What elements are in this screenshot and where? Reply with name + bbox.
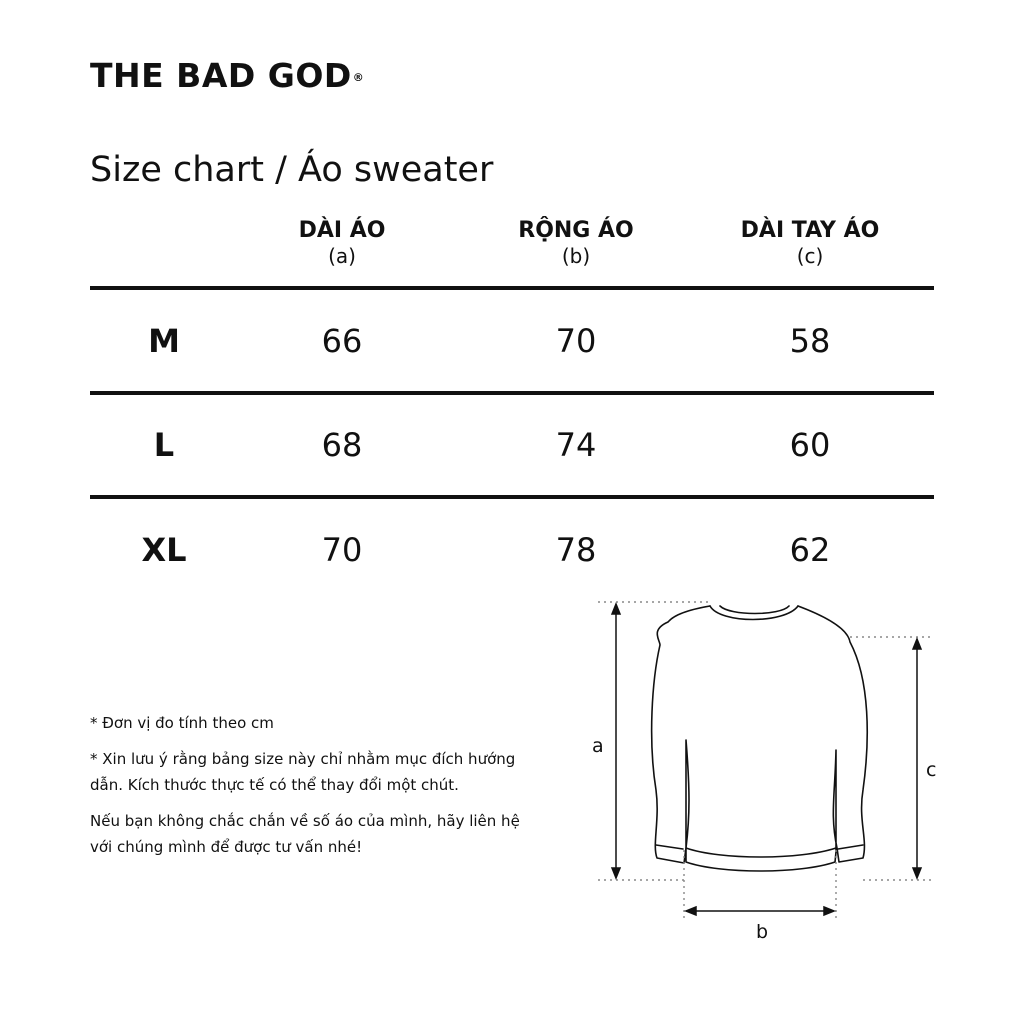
size-label-m: M (148, 322, 180, 360)
table-cell: 66 (321, 322, 363, 360)
table-cell: 58 (789, 322, 831, 360)
note-disclaimer: * Xin lưu ý rằng bảng size này chỉ nhằm mục đích hướng dẫn. Kích thước thực tế có thể thay đổi một chút. (90, 750, 516, 794)
column-header-length (242, 218, 442, 268)
dimension-label-b: b (756, 921, 769, 943)
table-cell: 60 (789, 426, 831, 464)
table-divider (90, 286, 934, 290)
size-label-xl: XL (141, 531, 187, 569)
table-cell: 70 (321, 531, 363, 569)
column-header-label: DÀI ÁO (298, 218, 386, 243)
note-contact: Nếu bạn không chắc chắn về số áo của mình, hãy liên hệ với chúng mình để được tư vấn nhé! (90, 812, 520, 856)
column-header-sub: (a) (328, 244, 356, 268)
dimension-label-a: a (592, 735, 604, 757)
page-title: Size chart / Áo sweater (90, 150, 494, 190)
brand-logo (90, 56, 364, 96)
column-header-label: DÀI TAY ÁO (740, 218, 880, 243)
table-divider (90, 391, 934, 395)
brand-name: THE BAD GOD (90, 56, 352, 95)
column-header-label: RỘNG ÁO (518, 218, 634, 243)
registered-mark: ® (352, 71, 365, 84)
column-header-width (476, 218, 676, 268)
table-cell: 68 (321, 426, 363, 464)
column-header-sub: (c) (796, 244, 824, 268)
column-header-sleeve (710, 218, 910, 268)
notes (90, 710, 520, 870)
note-unit: * Đơn vị đo tính theo cm (90, 714, 274, 732)
sweater-diagram (580, 590, 960, 970)
size-label-l: L (153, 426, 175, 464)
table-cell: 78 (555, 531, 597, 569)
table-divider (90, 495, 934, 499)
dimension-label-c: c (926, 759, 937, 781)
table-cell: 74 (555, 426, 597, 464)
sweater-outline-icon (652, 606, 868, 871)
table-cell: 62 (789, 531, 831, 569)
table-cell: 70 (555, 322, 597, 360)
column-header-sub: (b) (561, 244, 591, 268)
measurement-guides (598, 602, 932, 920)
